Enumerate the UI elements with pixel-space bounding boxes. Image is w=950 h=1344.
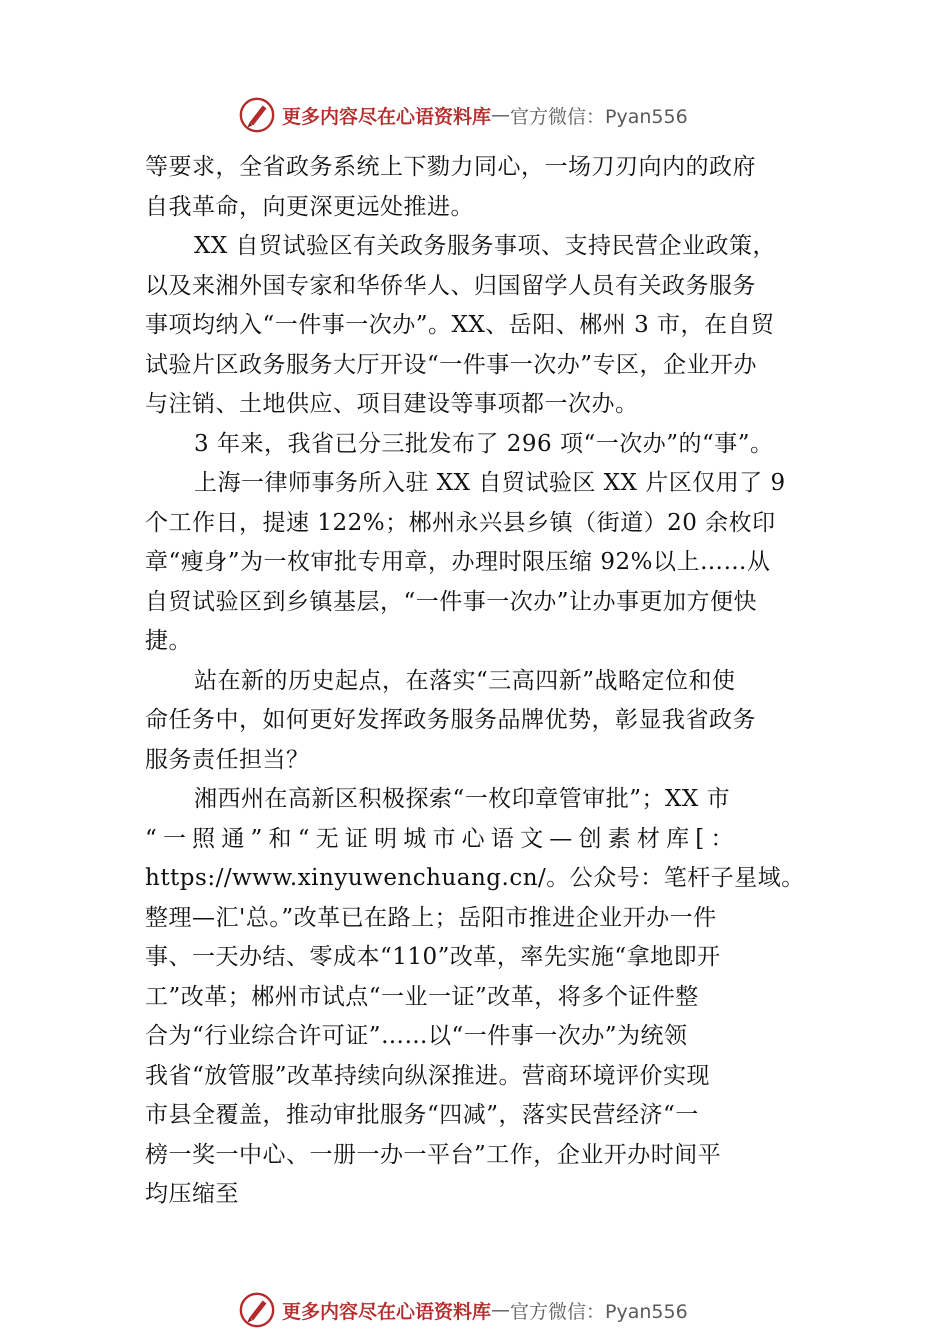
header-brand-text: 更多内容尽在心语资料库 (282, 105, 492, 128)
body-line: 湘西州在高新区积极探索“一枚印章管审批”；XX 市 (194, 786, 731, 812)
body-line: https://www.xinyuwenchuang.cn/。公众号：笔杆子星域。 (145, 865, 805, 891)
body-line: 3 年来，我省已分三批发布了 296 项“一次办”的“事”。 (194, 430, 774, 457)
pen-logo-icon (238, 96, 276, 134)
body-line: 命任务中，如何更好发挥政务服务品牌优势，彰显我省政务 (145, 707, 756, 733)
footer-dash: — (491, 1299, 511, 1321)
body-line: 个工作日，提速 122%；郴州永兴县乡镇（街道）20 余枚印 (145, 509, 776, 536)
body-line: 榜一奖一中心、一册一办一平台”工作，企业开办时间平 (145, 1141, 722, 1168)
body-line: 章“瘦身”为一枚审批专用章，办理时限压缩 92%以上……从 (145, 549, 771, 575)
footer-brand-text: 更多内容尽在心语资料库 (282, 1300, 492, 1323)
header-dash: — (491, 104, 511, 126)
body-line: 等要求，全省政务系统上下勠力同心，一场刀刃向内的政府 (145, 154, 756, 180)
body-line: 均压缩至 (145, 1181, 239, 1207)
body-line: 自贸试验区到乡镇基层，“一件事一次办”让办事更加方便快 (145, 588, 758, 615)
body-line: “一照通”和“无证明城市心语文—创素材库[： (145, 825, 740, 852)
body-line: 捷。 (145, 628, 192, 654)
body-line: 工”改革；郴州市试点“一业一证”改革，将多个证件整 (145, 983, 699, 1010)
body-line: 以及来湘外国专家和华侨华人、归国留学人员有关政务服务 (145, 272, 756, 299)
footer-wechat-text: 官方微信：Pyan556 (510, 1300, 688, 1323)
body-line: 市县全覆盖，推动审批服务“四减”，落实民营经济“一 (145, 1102, 699, 1128)
document-body (145, 148, 810, 1215)
footer-banner (238, 1290, 758, 1330)
body-line: 试验片区政务服务大厅开设“一件事一次办”专区，企业开办 (145, 351, 758, 378)
header-banner (238, 95, 758, 135)
body-line: 上海一律师事务所入驻 XX 自贸试验区 XX 片区仅用了 9 (194, 470, 786, 496)
pen-logo-icon (238, 1291, 276, 1329)
body-line: 事、一天办结、零成本“110”改革，率先实施“拿地即开 (145, 944, 721, 970)
body-line: 服务责任担当？ (145, 746, 310, 773)
body-line: 整理—汇'总。”改革已在路上；岳阳市推进企业开办一件 (145, 904, 717, 931)
body-line: XX 自贸试验区有关政务服务事项、支持民营企业政策， (194, 233, 777, 259)
body-line: 站在新的历史起点，在落实“三高四新”战略定位和使 (194, 667, 736, 694)
header-wechat-text: 官方微信：Pyan556 (510, 105, 688, 128)
body-line: 合为“行业综合许可证”……以“一件事一次办”为统领 (145, 1023, 688, 1049)
body-line: 自我革命，向更深更远处推进。 (145, 193, 474, 220)
body-line: 事项均纳入“一件事一次办”。XX、岳阳、郴州 3 市，在自贸 (145, 312, 775, 338)
body-line: 我省“放管服”改革持续向纵深推进。营商环境评价实现 (145, 1062, 711, 1089)
body-line: 与注销、土地供应、项目建设等事项都一次办。 (145, 391, 639, 417)
